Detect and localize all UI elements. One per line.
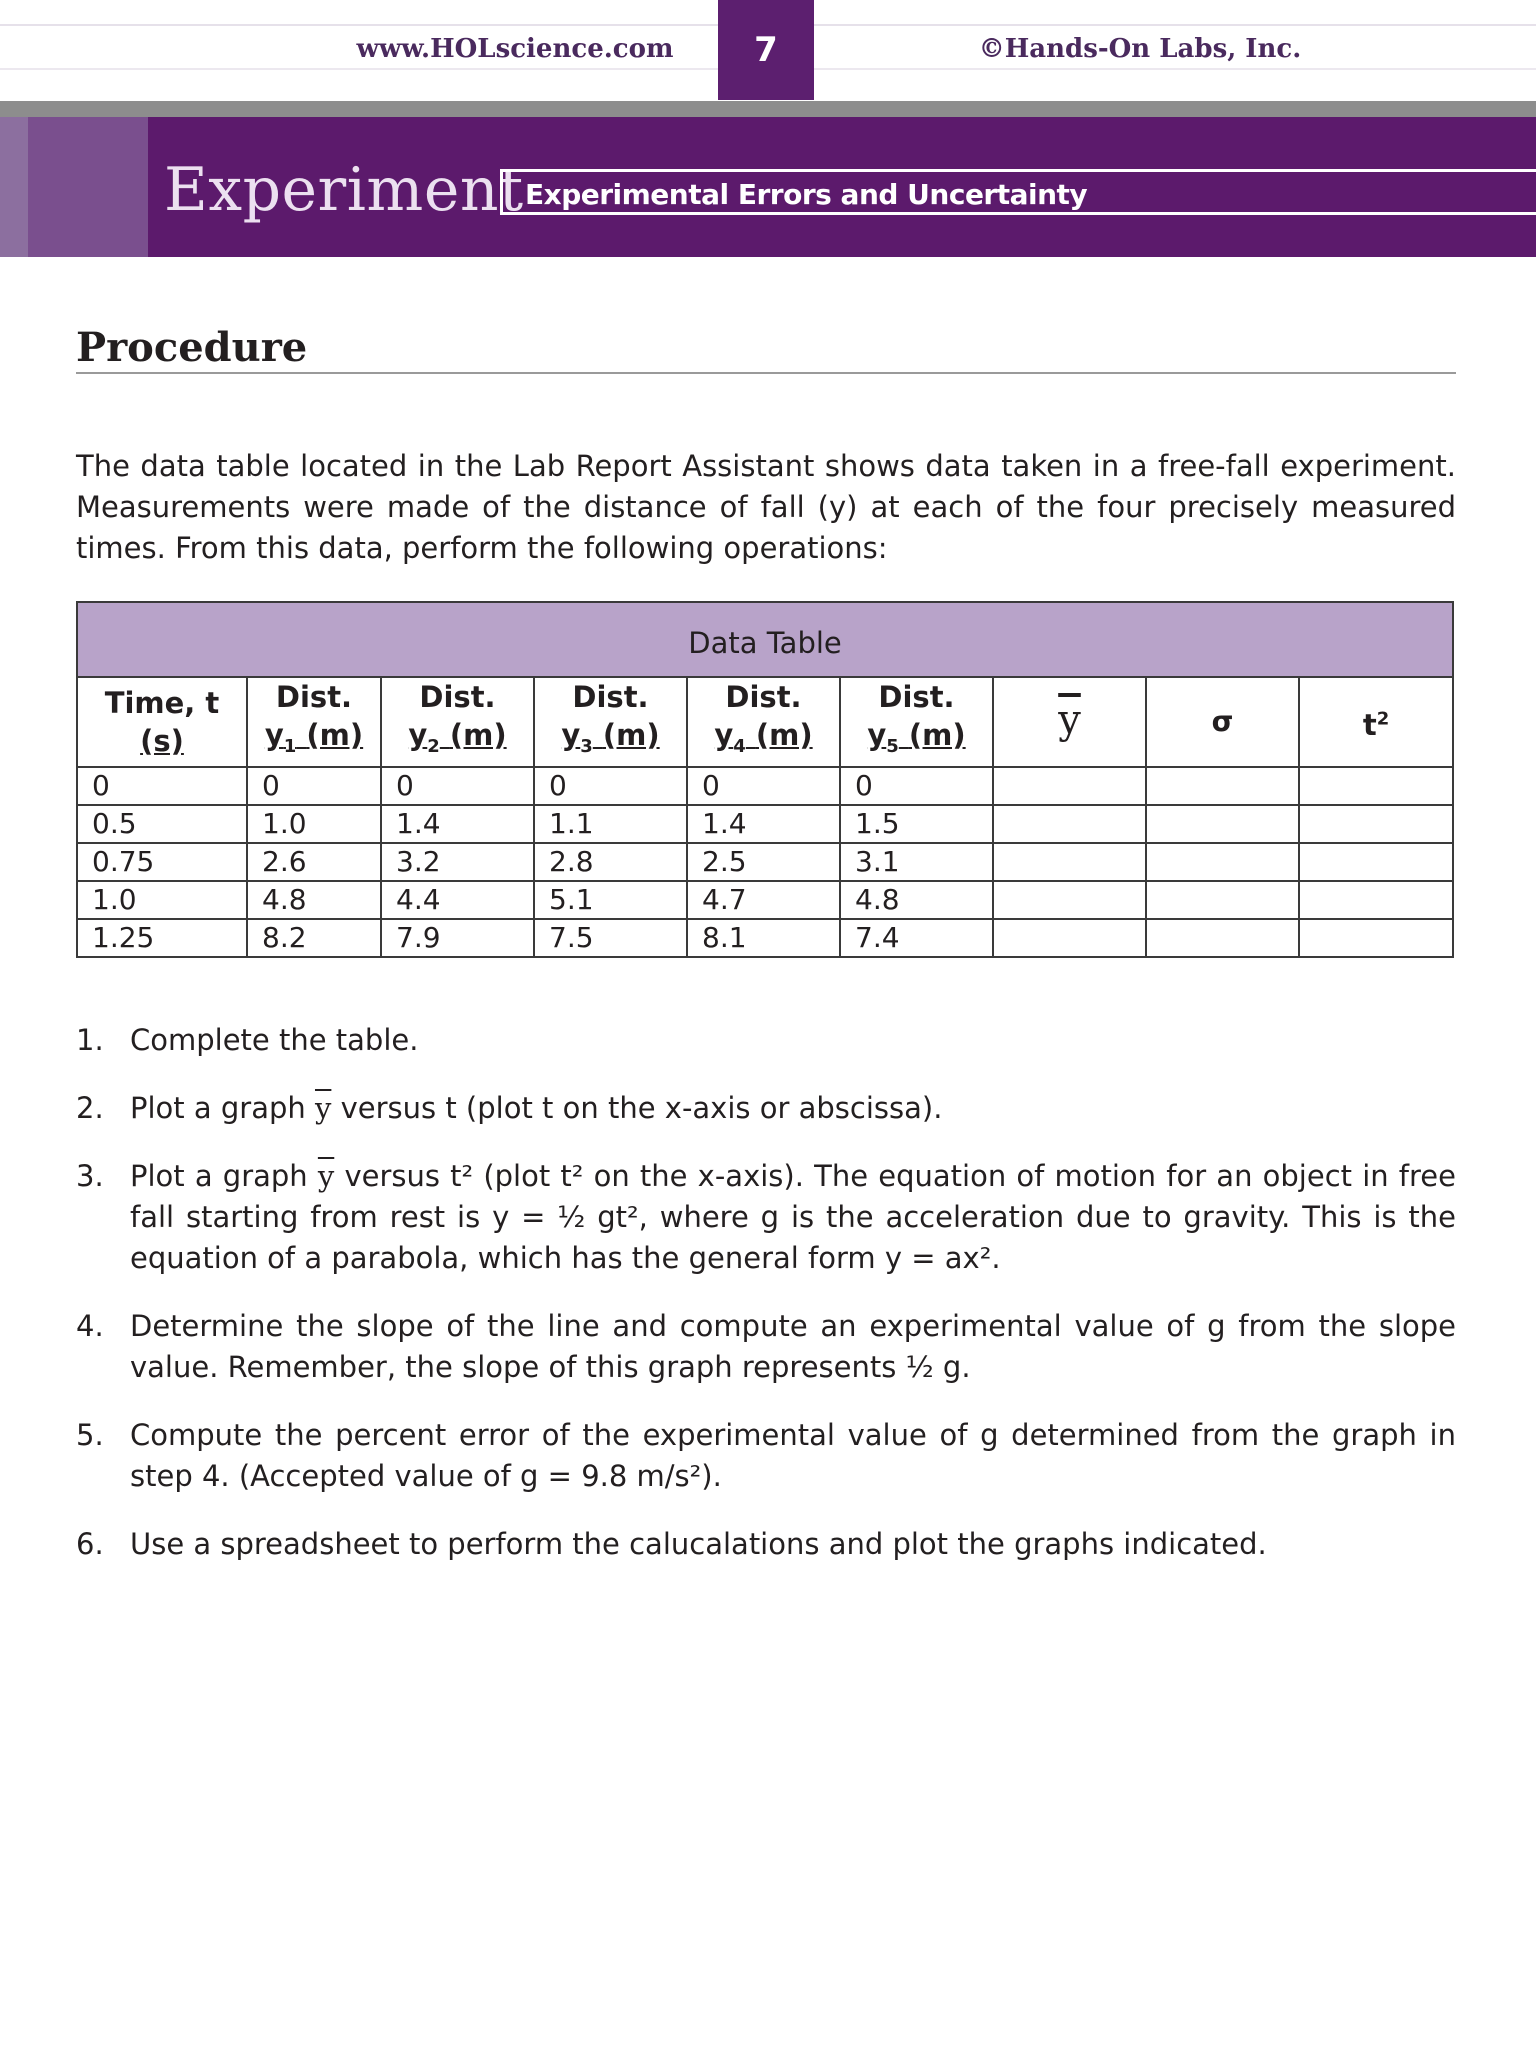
header-dist-y2 — [381, 677, 534, 767]
header-dist-var: $y_2$ (m) — [408, 718, 507, 757]
table-cell: 8.1 — [687, 919, 840, 957]
table-cell: 4.4 — [381, 881, 534, 919]
table-cell: 0 — [534, 767, 687, 805]
header-dist-label: Dist. — [419, 680, 496, 714]
table-cell: 4.7 — [687, 881, 840, 919]
header-dist-label: Dist. — [878, 680, 955, 714]
step-text: Compute the percent error of the experimental value of g determined from the graph in step 4. (Accepted value of g = 9.8 m/s²). — [130, 1418, 1456, 1493]
table-cell — [993, 805, 1146, 843]
ybar-symbol: $\overline{y}$ — [1058, 697, 1081, 744]
sigma-symbol: σ — [1211, 705, 1234, 739]
page-number: 7 — [718, 0, 814, 100]
step-text: Plot a graph $\overline{y}$ versus t (plot t on the x-axis or abscissa). — [130, 1091, 943, 1125]
procedure-step — [76, 1524, 1456, 1565]
header-dist-var: $y_5$ (m) — [867, 718, 966, 757]
table-row — [77, 843, 1453, 881]
table-cell: 0 — [247, 767, 381, 805]
table-row — [77, 767, 1453, 805]
table-cell: 0.5 — [77, 805, 247, 843]
banner-accent-inner — [28, 117, 148, 257]
header-dist-y4 — [687, 677, 840, 767]
table-cell: 0 — [687, 767, 840, 805]
procedure-step — [76, 1020, 1456, 1061]
experiment-title: Experimental Errors and Uncertainty — [500, 169, 1536, 215]
table-cell: 4.8 — [840, 881, 993, 919]
table-cell — [1299, 919, 1453, 957]
table-cell — [993, 919, 1146, 957]
table-cell — [1146, 767, 1299, 805]
experiment-banner — [0, 117, 1536, 257]
step-number: 4. — [76, 1309, 104, 1343]
procedure-steps — [76, 1020, 1456, 1592]
procedure-step — [76, 1156, 1456, 1279]
procedure-step — [76, 1415, 1456, 1497]
header-dist-label: Dist. — [725, 680, 802, 714]
step-text: Complete the table. — [130, 1023, 419, 1057]
step-number: 2. — [76, 1091, 104, 1125]
table-caption: Data Table — [77, 602, 1453, 677]
procedure-step — [76, 1306, 1456, 1388]
table-cell: 1.1 — [534, 805, 687, 843]
header-dist-label: Dist. — [275, 680, 353, 714]
table-cell — [993, 767, 1146, 805]
table-cell: 2.6 — [247, 843, 381, 881]
table-cell — [1299, 805, 1453, 843]
website-url: www.HOLscience.com — [356, 34, 674, 64]
step-number: 3. — [76, 1159, 104, 1193]
header-t-squared — [1299, 677, 1453, 767]
header-sigma — [1146, 677, 1299, 767]
table-cell — [1299, 843, 1453, 881]
table-cell: 1.0 — [247, 805, 381, 843]
header-dist-var: $y_4$ (m) — [714, 718, 813, 757]
header-dist-label: Dist. — [572, 680, 649, 714]
header-dist-y1 — [247, 677, 381, 767]
table-cell: 0 — [77, 767, 247, 805]
table-row — [77, 805, 1453, 843]
table-cell: 1.4 — [687, 805, 840, 843]
section-heading: Procedure — [76, 324, 308, 371]
table-cell: 3.1 — [840, 843, 993, 881]
table-cell: 0 — [840, 767, 993, 805]
table-header-row — [77, 677, 1453, 767]
table-cell: 2.5 — [687, 843, 840, 881]
table-cell: 3.2 — [381, 843, 534, 881]
header-dist-y3 — [534, 677, 687, 767]
header-dist-var: $y_3$ (m) — [561, 718, 660, 757]
table-cell: 1.25 — [77, 919, 247, 957]
table-cell: 1.4 — [381, 805, 534, 843]
step-number: 6. — [76, 1527, 104, 1561]
table-cell: 5.1 — [534, 881, 687, 919]
header-ybar — [993, 677, 1146, 767]
header-dist-var: $y_1$ (m) — [264, 718, 364, 757]
table-cell — [1299, 881, 1453, 919]
table-cell: 0 — [381, 767, 534, 805]
step-text: Use a spreadsheet to perform the calucalations and plot the graphs indicated. — [130, 1527, 1267, 1561]
table-row — [77, 919, 1453, 957]
table-row — [77, 881, 1453, 919]
table-cell: 8.2 — [247, 919, 381, 957]
data-table — [76, 601, 1454, 958]
banner-label: Experiment — [164, 155, 524, 225]
table-cell — [993, 881, 1146, 919]
table-cell — [1146, 919, 1299, 957]
table-cell — [993, 843, 1146, 881]
copyright-notice: ©Hands-On Labs, Inc. — [978, 34, 1302, 64]
step-number: 1. — [76, 1023, 104, 1057]
header-dist-y5 — [840, 677, 993, 767]
t-squared-symbol: $t^2$ — [1362, 707, 1390, 742]
intro-paragraph: The data table located in the Lab Report Assistant shows data taken in a free-fall experiment. Measurements were made of the distance of fall (y) at each of the four precisely measured times. From this data, perform the following operations: — [76, 449, 1456, 565]
table-cell — [1146, 843, 1299, 881]
procedure-step — [76, 1088, 1456, 1129]
header-time-unit: (s) — [140, 723, 184, 758]
header-time — [77, 677, 247, 767]
table-cell — [1146, 805, 1299, 843]
table-cell: 4.8 — [247, 881, 381, 919]
table-cell: 0.75 — [77, 843, 247, 881]
table-cell: 7.5 — [534, 919, 687, 957]
step-number: 5. — [76, 1418, 104, 1452]
table-cell: 7.9 — [381, 919, 534, 957]
table-cell: 1.5 — [840, 805, 993, 843]
banner-accent-left — [0, 117, 28, 257]
header-time-label: Time, t — [104, 685, 220, 720]
table-cell — [1146, 881, 1299, 919]
step-text: Determine the slope of the line and compute an experimental value of g from the slope value. Remember, the slope of this graph represents ½ g. — [130, 1309, 1456, 1384]
header-divider-bar — [0, 101, 1536, 117]
table-cell: 7.4 — [840, 919, 993, 957]
table-cell: 1.0 — [77, 881, 247, 919]
table-cell — [1299, 767, 1453, 805]
step-text: Plot a graph $\overline{y}$ versus t² (plot t² on the x-axis). The equation of motion for an object in free fall starting from rest is y = ½ gt², where g is the acceleration due to gravity. This is the equation of a parabola, which has the general form y = ax². — [130, 1159, 1456, 1275]
table-cell: 2.8 — [534, 843, 687, 881]
section-rule — [76, 372, 1456, 374]
